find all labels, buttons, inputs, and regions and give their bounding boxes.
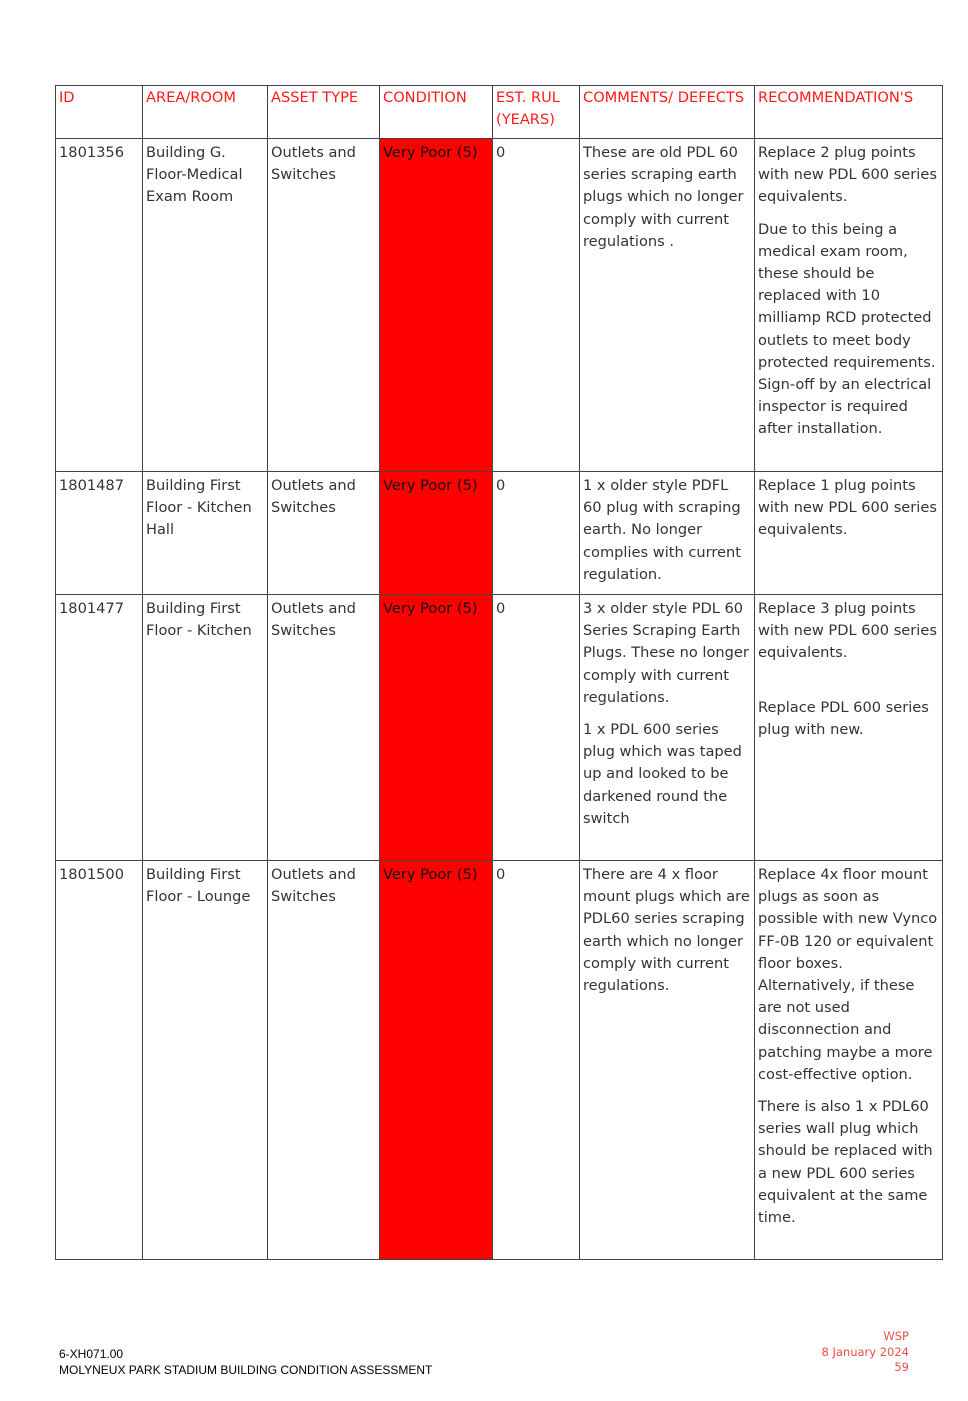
- cell-asset-type: Outlets and Switches: [268, 861, 380, 1260]
- cell-condition: Very Poor (5): [380, 139, 493, 472]
- cell-comments: [580, 595, 755, 861]
- cell-area-room: Building G. Floor-Medical Exam Room: [143, 139, 268, 472]
- recommendation-paragraph: Replace 2 plug points with new PDL 600 series equivalents.: [758, 144, 937, 206]
- cell-recommendations: [755, 139, 943, 472]
- footer-doc-number: 6-XH071.00: [59, 1347, 124, 1361]
- footer-page-number: 59: [894, 1360, 909, 1374]
- footer-doc-title: MOLYNEUX PARK STADIUM BUILDING CONDITION ASSESSMENT: [59, 1363, 433, 1377]
- recommendation-paragraph: There is also 1 x PDL60 series wall plug which should be replaced with a new PDL 600 series equivalent at the same time.: [758, 1098, 933, 1227]
- cell-asset-type: Outlets and Switches: [268, 472, 380, 595]
- cell-comments: [580, 861, 755, 1260]
- header-recommendations: RECOMMENDATION'S: [755, 86, 943, 139]
- recommendation-paragraph: Replace 1 plug points with new PDL 600 series equivalents.: [758, 477, 937, 539]
- cell-id: 1801477: [56, 595, 143, 861]
- cell-asset-type: Outlets and Switches: [268, 595, 380, 861]
- cell-recommendations: [755, 472, 943, 595]
- cell-id: 1801487: [56, 472, 143, 595]
- cell-id: 1801356: [56, 139, 143, 472]
- comment-paragraph: 1 x PDL 600 series plug which was taped up and looked to be darkened round the switch: [583, 721, 742, 827]
- cell-comments: [580, 472, 755, 595]
- footer-page-info: [822, 1329, 910, 1376]
- cell-id: 1801500: [56, 861, 143, 1260]
- cell-condition: Very Poor (5): [380, 861, 493, 1260]
- table-row: [56, 139, 943, 472]
- comment-paragraph: These are old PDL 60 series scraping earth plugs which no longer comply with current regulations .: [583, 144, 744, 250]
- header-comments-defects: COMMENTS/ DEFECTS: [580, 86, 755, 139]
- comment-paragraph: There are 4 x floor mount plugs which are PDL60 series scraping earth which no longer comply with current regulations.: [583, 866, 750, 995]
- cell-comments: [580, 139, 755, 472]
- cell-est-rul: 0: [493, 139, 580, 472]
- header-est-rul: EST. RUL (YEARS): [493, 86, 580, 139]
- recommendation-paragraph: Replace 4x floor mount plugs as soon as possible with new Vynco FF-0B 120 or equivalent floor boxes. Alternatively, if these are not used disconnection and patching maybe a more cost-effective option.: [758, 866, 938, 1083]
- table-header-row: [56, 86, 943, 139]
- cell-est-rul: 0: [493, 595, 580, 861]
- condition-assessment-table: [55, 85, 943, 1260]
- header-id: ID: [56, 86, 143, 139]
- cell-est-rul: 0: [493, 472, 580, 595]
- table-row: [56, 595, 943, 861]
- cell-condition: Very Poor (5): [380, 595, 493, 861]
- recommendation-paragraph: Replace 3 plug points with new PDL 600 series equivalents.: [758, 600, 937, 662]
- cell-area-room: Building First Floor - Kitchen Hall: [143, 472, 268, 595]
- footer-document-info: [59, 1346, 432, 1378]
- cell-recommendations: [755, 861, 943, 1260]
- table-row: [56, 472, 943, 595]
- header-area-room: AREA/ROOM: [143, 86, 268, 139]
- footer-company: WSP: [883, 1329, 909, 1343]
- cell-asset-type: Outlets and Switches: [268, 139, 380, 472]
- comment-paragraph: 3 x older style PDL 60 Series Scraping Earth Plugs. These no longer comply with current regulations.: [583, 600, 749, 706]
- footer-date: 8 January 2024: [821, 1344, 909, 1359]
- table-row: [56, 861, 943, 1260]
- cell-area-room: Building First Floor - Lounge: [143, 861, 268, 1260]
- cell-recommendations: [755, 595, 943, 861]
- header-condition: CONDITION: [380, 86, 493, 139]
- recommendation-paragraph: Replace PDL 600 series plug with new.: [758, 698, 929, 738]
- header-asset-type: ASSET TYPE: [268, 86, 380, 139]
- cell-est-rul: 0: [493, 861, 580, 1260]
- comment-paragraph: 1 x older style PDFL 60 plug with scraping earth. No longer complies with current regulation.: [583, 477, 742, 583]
- recommendation-paragraph: Due to this being a medical exam room, these should be replaced with 10 milliamp RCD protected outlets to meet body protected requirements. Sign-off by an electrical inspector is required after installation.: [758, 220, 936, 438]
- cell-condition: Very Poor (5): [380, 472, 493, 595]
- cell-area-room: Building First Floor - Kitchen: [143, 595, 268, 861]
